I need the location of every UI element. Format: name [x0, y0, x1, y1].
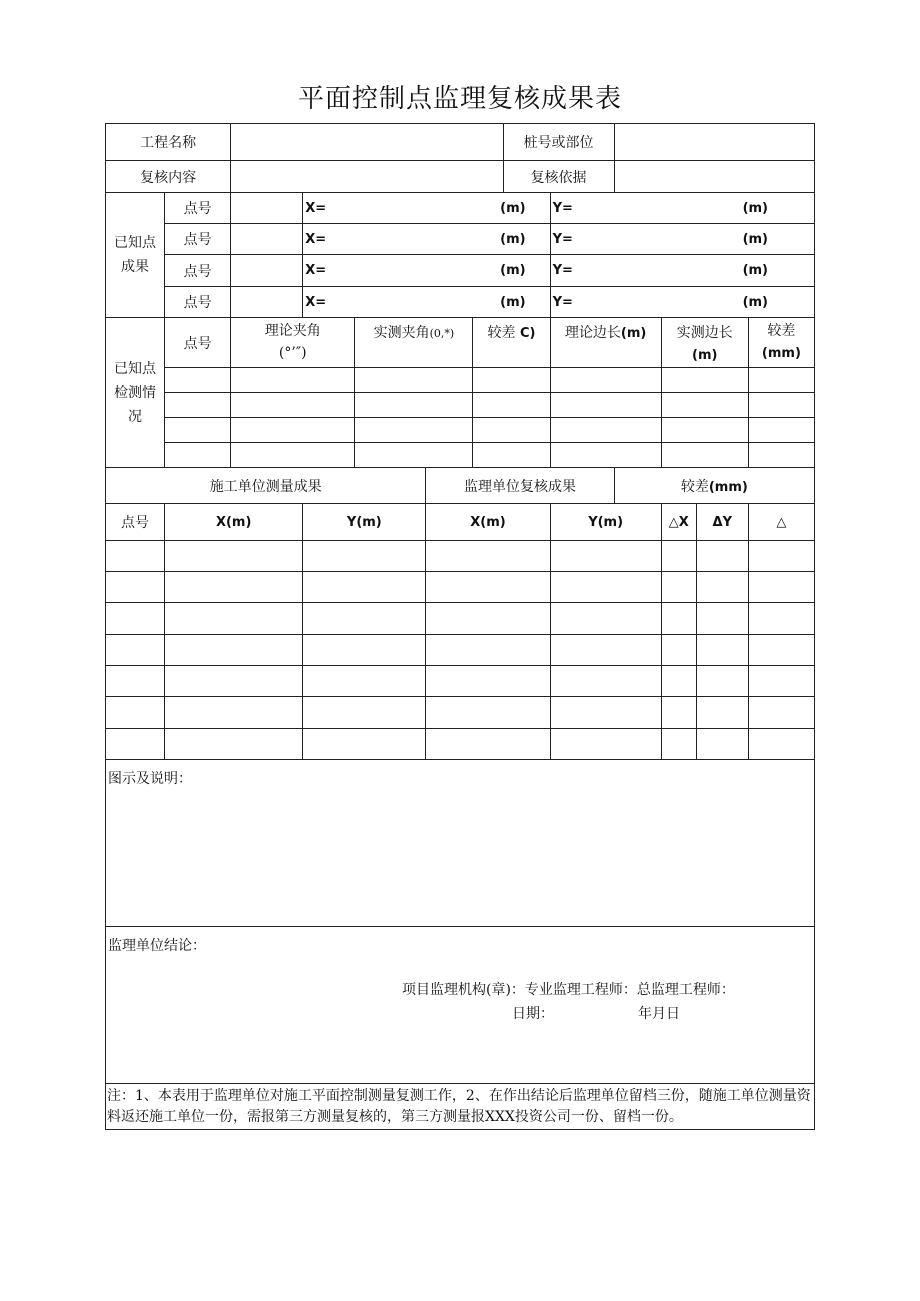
known-point-label: 点号	[165, 255, 231, 287]
date-label: 日期：	[512, 1006, 554, 1022]
station-field[interactable]	[614, 124, 814, 161]
results-col-y2: Y(m)	[550, 504, 661, 541]
basis-label: 复核依据	[503, 161, 614, 193]
known-point-field[interactable]	[231, 287, 303, 318]
col-measured-len-header	[661, 318, 748, 368]
known-y-label: Y=	[550, 287, 614, 318]
results-col-x: X(m)	[165, 504, 303, 541]
measured-len-label: 实测边长	[676, 325, 733, 341]
known-point-label: 点号	[165, 224, 231, 255]
table-row	[106, 697, 815, 729]
diff-unit: C)	[520, 326, 536, 341]
results-col-dx: △X	[661, 504, 696, 541]
known-y-label: Y=	[550, 255, 614, 287]
theory-angle-label: 理论夹角	[264, 323, 321, 339]
footnote: 注：1、本表用于监理单位对施工平面控制测量复测工作，2、在作出结论后监理单位留档三份，随施工单位测量资料返还施工单位一份，需报第三方测量复核的，第三方测量报XXX投资公司一份、留档一份。	[106, 1084, 815, 1130]
table-row	[106, 603, 815, 635]
conclusion-label: 监理单位结论：	[108, 938, 206, 954]
known-x-unit: (m)	[355, 193, 550, 224]
project-name-label: 工程名称	[106, 124, 231, 161]
known-x-label: X=	[303, 287, 355, 318]
table-row	[106, 635, 815, 666]
description-area[interactable]	[106, 760, 815, 927]
known-x-unit: (m)	[355, 287, 550, 318]
known-y-unit: (m)	[614, 193, 814, 224]
results-diff-label: 较差	[680, 478, 709, 495]
known-y-label: Y=	[550, 193, 614, 224]
known-points-label: 已知点成果	[106, 193, 165, 318]
inspection-label: 已知点检测情况	[106, 318, 165, 468]
col-diff-header	[473, 318, 550, 368]
known-point-field[interactable]	[231, 224, 303, 255]
col-point-header: 点号	[165, 318, 231, 368]
theory-len-unit: (m)	[620, 326, 647, 341]
results-col-point: 点号	[106, 504, 165, 541]
basis-field[interactable]	[614, 161, 814, 193]
theory-len-label: 理论边长	[564, 325, 621, 341]
col-theory-len-header	[550, 318, 661, 368]
content-label: 复核内容	[106, 161, 231, 193]
diff2-unit: (mm)	[761, 346, 801, 361]
known-x-label: X=	[303, 193, 355, 224]
station-label: 桩号或部位	[503, 124, 614, 161]
known-point-field[interactable]	[231, 193, 303, 224]
table-row	[106, 418, 815, 443]
known-y-unit: (m)	[614, 224, 814, 255]
measured-len-unit: (m)	[692, 348, 718, 363]
measured-angle-label: 实测夹角	[373, 325, 430, 341]
measured-angle-unit: (0,*)	[429, 327, 455, 340]
known-x-unit: (m)	[355, 255, 550, 287]
description-label: 图示及说明：	[108, 771, 192, 787]
conclusion-area[interactable]	[106, 927, 815, 1084]
contractor-results-label: 施工单位测量成果	[106, 468, 426, 504]
review-form	[105, 123, 815, 1130]
diff-label: 较差	[487, 325, 516, 341]
known-point-label: 点号	[165, 287, 231, 318]
col-measured-angle-header	[355, 318, 473, 368]
known-point-field[interactable]	[231, 255, 303, 287]
table-row	[106, 368, 815, 393]
known-x-label: X=	[303, 255, 355, 287]
table-row	[106, 572, 815, 603]
results-col-dy: ΔY	[696, 504, 748, 541]
project-name-field[interactable]	[231, 124, 503, 161]
table-row	[106, 541, 815, 572]
signature-line: 项目监理机构(章)：专业监理工程师：总监理工程师：	[402, 982, 735, 998]
results-col-x2: X(m)	[426, 504, 550, 541]
known-x-label: X=	[303, 224, 355, 255]
table-row	[106, 393, 815, 418]
results-diff-unit: (mm)	[708, 479, 748, 495]
table-row	[106, 443, 815, 468]
table-row	[106, 666, 815, 697]
table-row	[106, 729, 815, 760]
known-y-unit: (m)	[614, 287, 814, 318]
content-field[interactable]	[231, 161, 503, 193]
date-format: 年月日	[638, 1006, 680, 1022]
known-y-unit: (m)	[614, 255, 814, 287]
col-theory-angle-header	[231, 318, 355, 368]
diff2-label: 较差	[767, 323, 796, 339]
theory-angle-unit: (°’″)	[278, 345, 307, 361]
page-title: 平面控制点监理复核成果表	[297, 84, 622, 114]
results-col-y: Y(m)	[303, 504, 426, 541]
known-x-unit: (m)	[355, 224, 550, 255]
supervisor-results-label: 监理单位复核成果	[426, 468, 614, 504]
results-col-d: △	[748, 504, 814, 541]
known-y-label: Y=	[550, 224, 614, 255]
col-diff2-header	[748, 318, 814, 368]
diff-header	[614, 468, 814, 504]
known-point-label: 点号	[165, 193, 231, 224]
